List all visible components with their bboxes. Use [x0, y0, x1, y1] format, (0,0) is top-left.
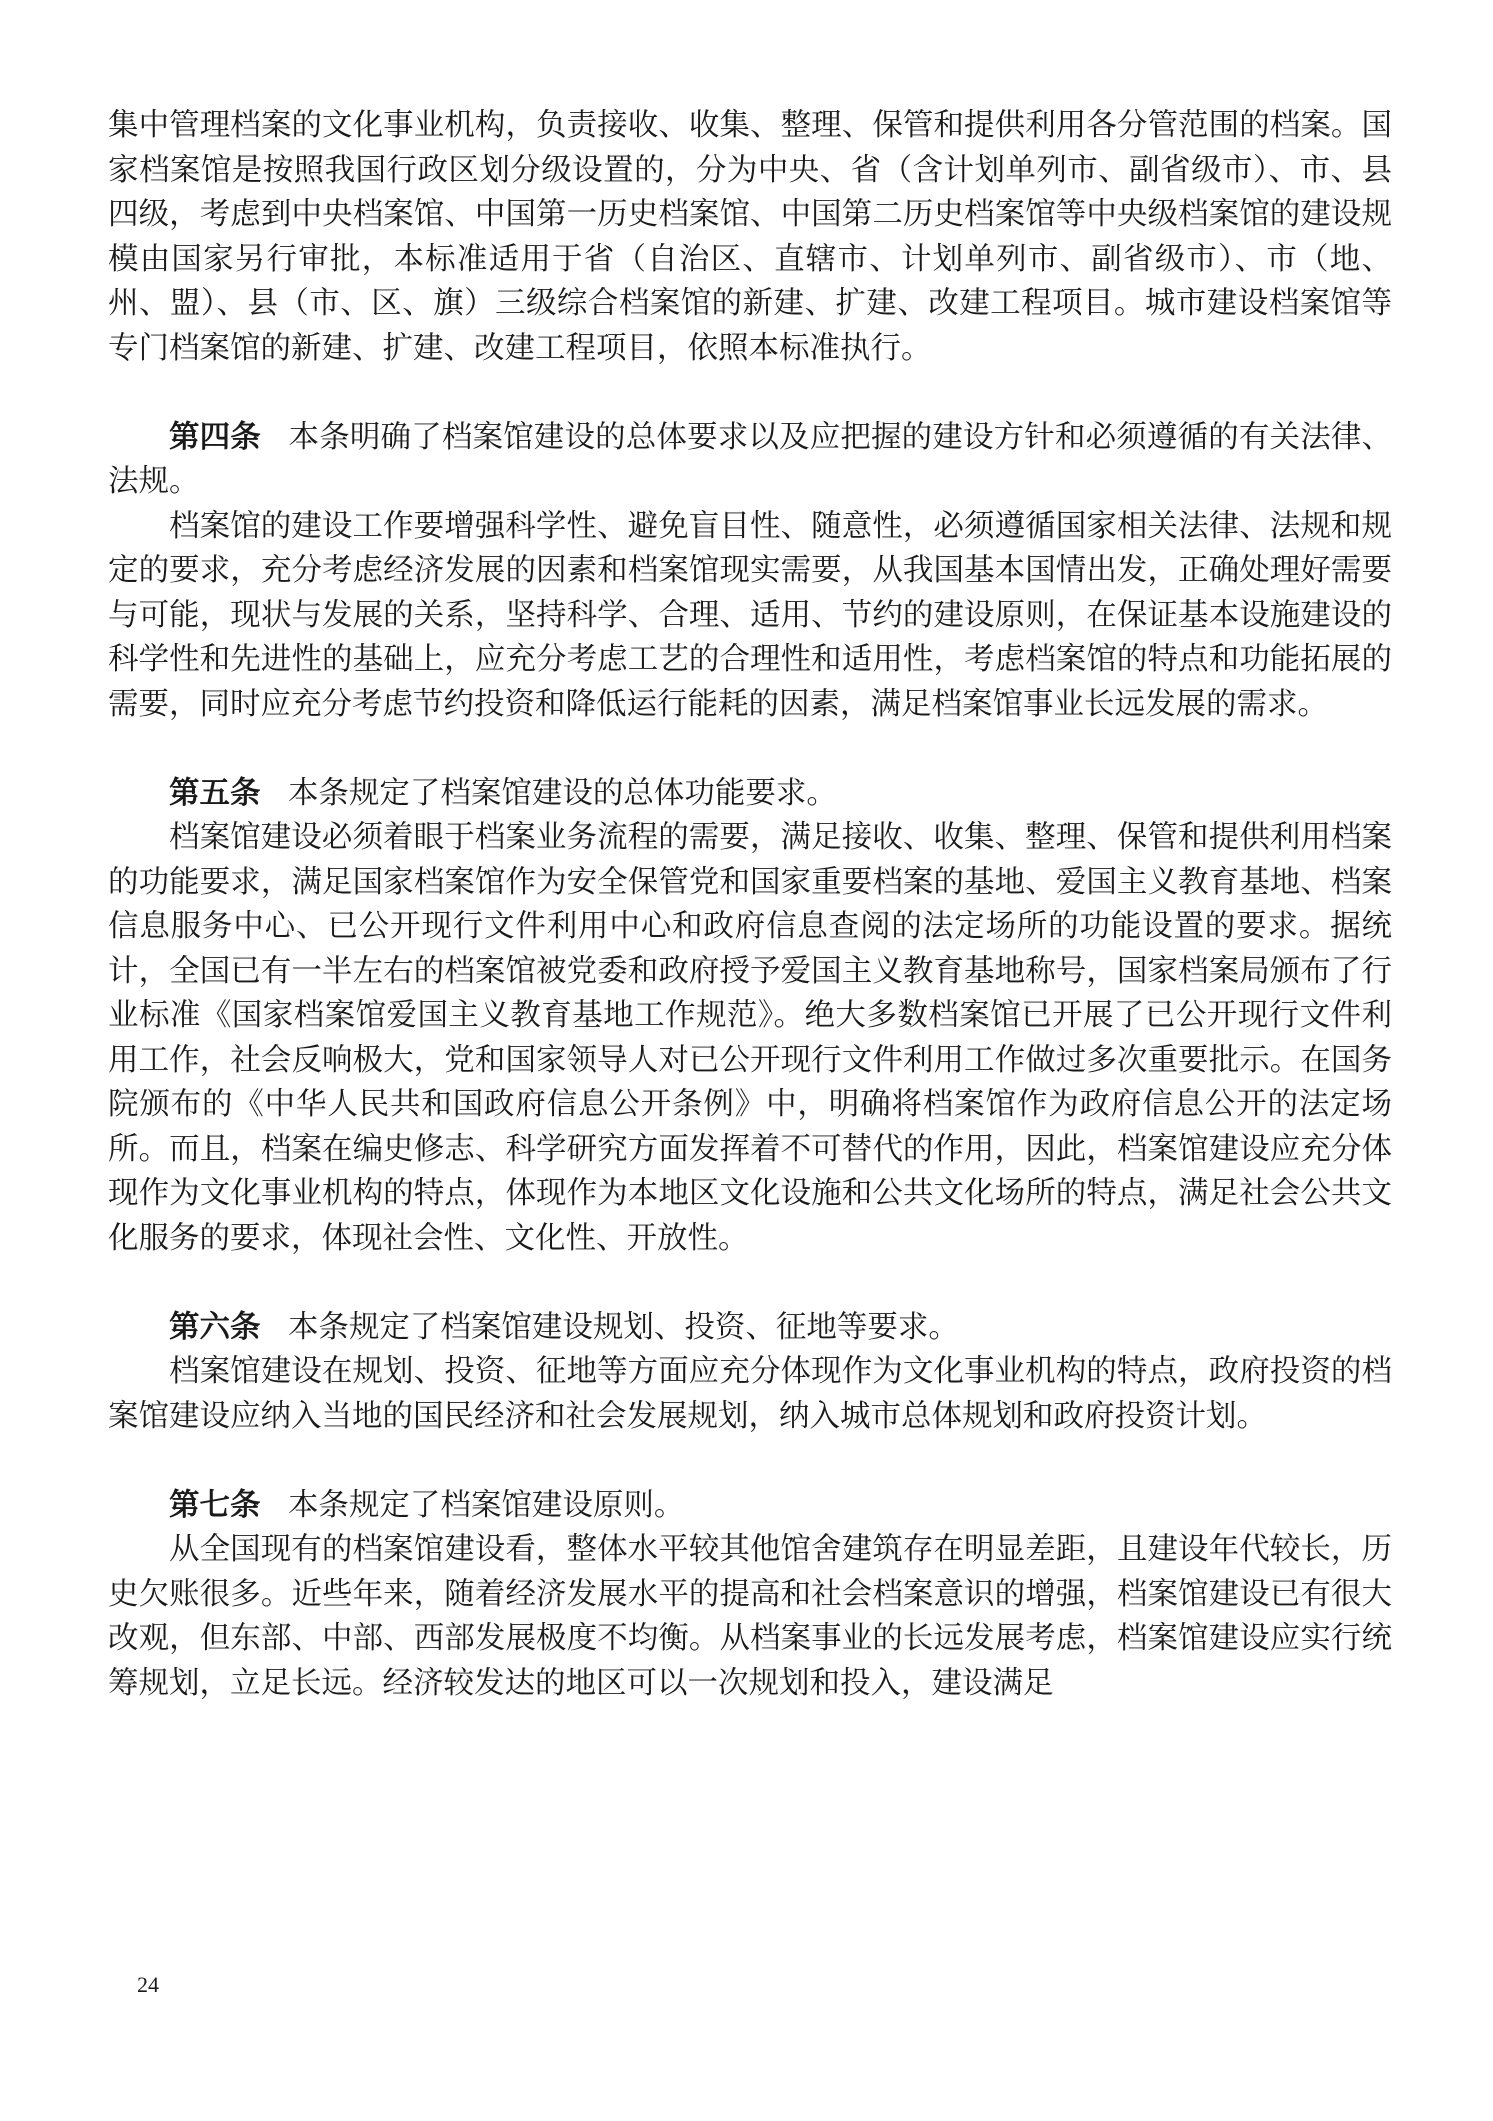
- article-7: [108, 1484, 1392, 1707]
- article-label: 第五条: [169, 775, 261, 811]
- continuation-paragraph: 集中管理档案的文化事业机构，负责接收、收集、整理、保管和提供利用各分管范围的档案。国家档案馆是按照我国行政区划分级设置的，分为中央、省（含计划单列市、副省级市）、市、县四级，考虑到中央档案馆、中国第一历史档案馆、中国第二历史档案馆等中央级档案馆的建设规模由国家另行审批，本标准适用于省（自治区、直辖市、计划单列市、副省级市）、市（地、州、盟）、县（市、区、旗）三级综合档案馆的新建、扩建、改建工程项目。城市建设档案馆等专门档案馆的新建、扩建、改建工程项目，依照本标准执行。: [108, 108, 1392, 366]
- section-gap: [108, 1261, 1392, 1306]
- article-label: 第七条: [169, 1487, 261, 1523]
- article-4: [108, 416, 1392, 728]
- article-6: [108, 1306, 1392, 1440]
- section-gap: [108, 727, 1392, 772]
- article-body: 档案馆建设必须着眼于档案业务流程的需要，满足接收、收集、整理、保管和提供利用档案的功能要求，满足国家档案馆作为安全保管党和国家重要档案的基地、爱国主义教育基地、档案信息服务中心、已公开现行文件利用中心和政府信息查阅的法定场所的功能设置的要求。据统计，全国已有一半左右的档案馆被党委和政府授予爱国主义教育基地称号，国家档案局颁布了行业标准《国家档案馆爱国主义教育基地工作规范》。绝大多数档案馆已开展了已公开现行文件利用工作，社会反响极大，党和国家领导人对已公开现行文件利用工作做过多次重要批示。在国务院颁布的《中华人民共和国政府信息公开条例》中，明确将档案馆作为政府信息公开的法定场所。而且，档案在编史修志、科学研究方面发挥着不可替代的作用，因此，档案馆建设应充分体现作为文化事业机构的特点，体现作为本地区文化设施和公共文化场所的特点，满足社会公共文化服务的要求，体现社会性、文化性、开放性。: [108, 820, 1392, 1256]
- page-number: 24: [137, 1972, 159, 1997]
- section-gap: [108, 371, 1392, 416]
- article-body: 从全国现有的档案馆建设看，整体水平较其他馆舍建筑存在明显差距，且建设年代较长，历史欠账很多。近些年来，随着经济发展水平的提高和社会档案意识的增强，档案馆建设已有很大改观，但东部、中部、西部发展极度不均衡。从档案事业的长远发展考虑，档案馆建设应实行统筹规划，立足长远。经济较发达的地区可以一次规划和投入，建设满足: [108, 1532, 1392, 1701]
- document-page: [108, 104, 1392, 1706]
- article-summary: 本条规定了档案馆建设规划、投资、征地等要求。: [287, 1309, 959, 1345]
- article-heading: [108, 772, 1392, 817]
- article-body: 档案馆的建设工作要增强科学性、避免盲目性、随意性，必须遵循国家相关法律、法规和规定的要求，充分考虑经济发展的因素和档案馆现实需要，从我国基本国情出发，正确处理好需要与可能，现状与发展的关系，坚持科学、合理、适用、节约的建设原则，在保证基本设施建设的科学性和先进性的基础上，应充分考虑工艺的合理性和适用性，考虑档案馆的特点和功能拓展的需要，同时应充分考虑节约投资和降低运行能耗的因素，满足档案馆事业长远发展的需求。: [108, 508, 1392, 722]
- article-summary: 本条明确了档案馆建设的总体要求以及应把握的建设方针和必须遵循的有关法律、法规。: [108, 419, 1393, 499]
- article-label: 第四条: [169, 419, 261, 455]
- article-label: 第六条: [169, 1309, 261, 1345]
- article-heading: [108, 1306, 1392, 1351]
- article-5: [108, 772, 1392, 1262]
- article-heading: [108, 416, 1392, 505]
- article-heading: [108, 1484, 1392, 1529]
- article-summary: 本条规定了档案馆建设原则。: [287, 1487, 685, 1523]
- article-body: 档案馆建设在规划、投资、征地等方面应充分体现作为文化事业机构的特点，政府投资的档案馆建设应纳入当地的国民经济和社会发展规划，纳入城市总体规划和政府投资计划。: [108, 1354, 1392, 1434]
- section-gap: [108, 1439, 1392, 1484]
- article-summary: 本条规定了档案馆建设的总体功能要求。: [287, 775, 837, 811]
